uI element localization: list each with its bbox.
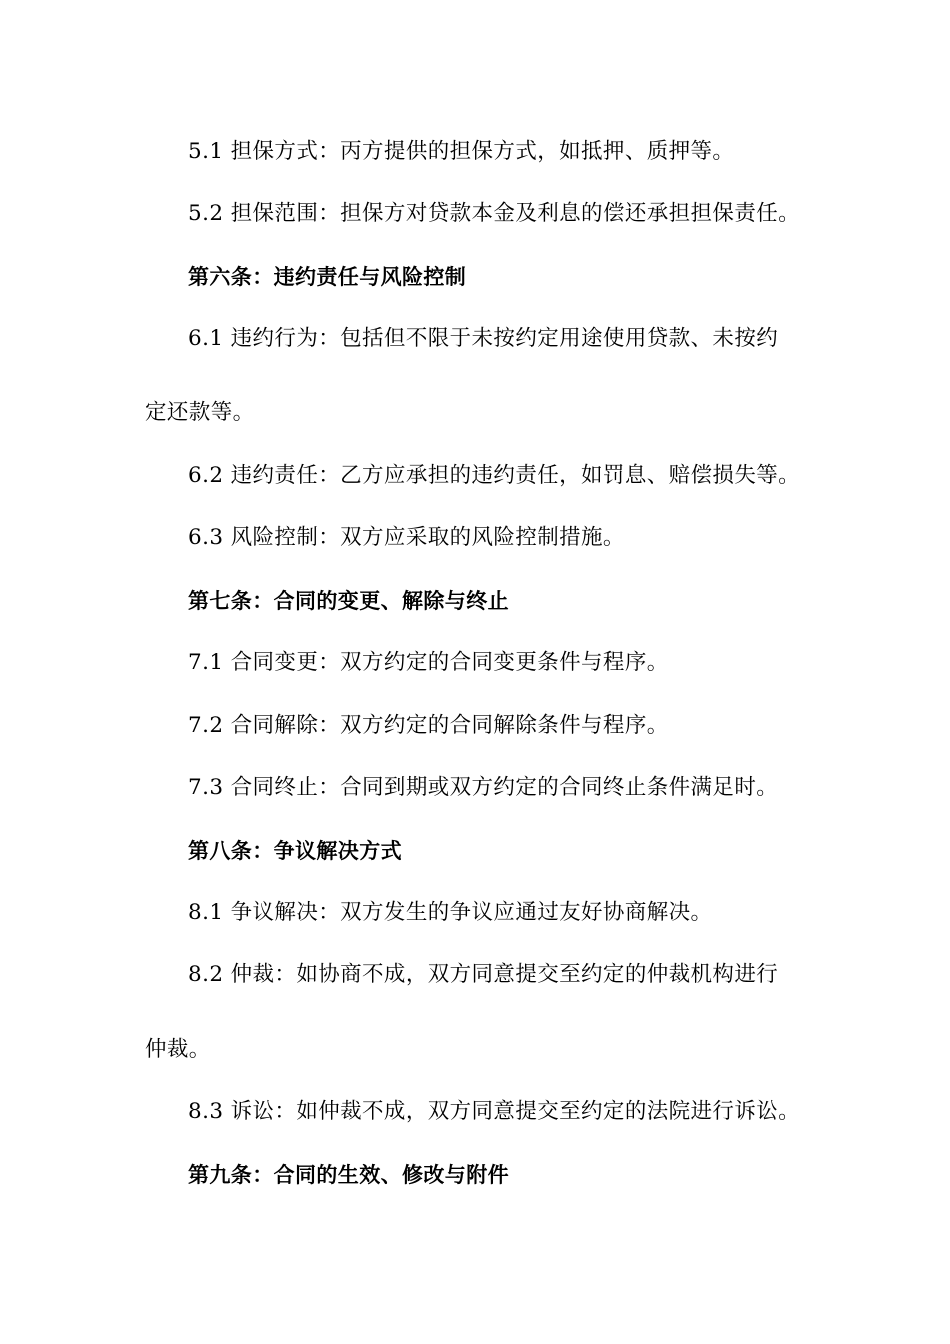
clause-5-2: 5.2 担保范围：担保方对贷款本金及利息的偿还承担担保责任。 (188, 201, 801, 226)
clause-8-3: 8.3 诉讼：如仲裁不成，双方同意提交至约定的法院进行诉讼。 (188, 1099, 801, 1124)
clause-8-1: 8.1 争议解决：双方发生的争议应通过友好协商解决。 (188, 900, 713, 925)
clause-5-1: 5.1 担保方式：丙方提供的担保方式，如抵押、质押等。 (188, 139, 735, 164)
article-9-heading: 第九条：合同的生效、修改与附件 (188, 1163, 509, 1187)
article-6-heading: 第六条：违约责任与风险控制 (188, 265, 467, 289)
article-7-heading: 第七条：合同的变更、解除与终止 (188, 589, 509, 613)
clause-6-1: 6.1 违约行为：包括但不限于未按约定用途使用贷款、未按约 (188, 326, 779, 351)
clause-7-3: 7.3 合同终止：合同到期或双方约定的合同终止条件满足时。 (188, 775, 779, 800)
clause-7-2: 7.2 合同解除：双方约定的合同解除条件与程序。 (188, 713, 669, 738)
clause-8-2: 8.2 仲裁：如协商不成，双方同意提交至约定的仲裁机构进行 (188, 962, 779, 987)
clause-6-3: 6.3 风险控制：双方应采取的风险控制措施。 (188, 525, 625, 550)
clause-8-2-continued: 仲裁。 (145, 1037, 211, 1062)
clause-6-2: 6.2 违约责任：乙方应承担的违约责任，如罚息、赔偿损失等。 (188, 463, 801, 488)
article-8-heading: 第八条：争议解决方式 (188, 839, 402, 863)
clause-7-1: 7.1 合同变更：双方约定的合同变更条件与程序。 (188, 650, 669, 675)
clause-6-1-continued: 定还款等。 (145, 400, 255, 425)
